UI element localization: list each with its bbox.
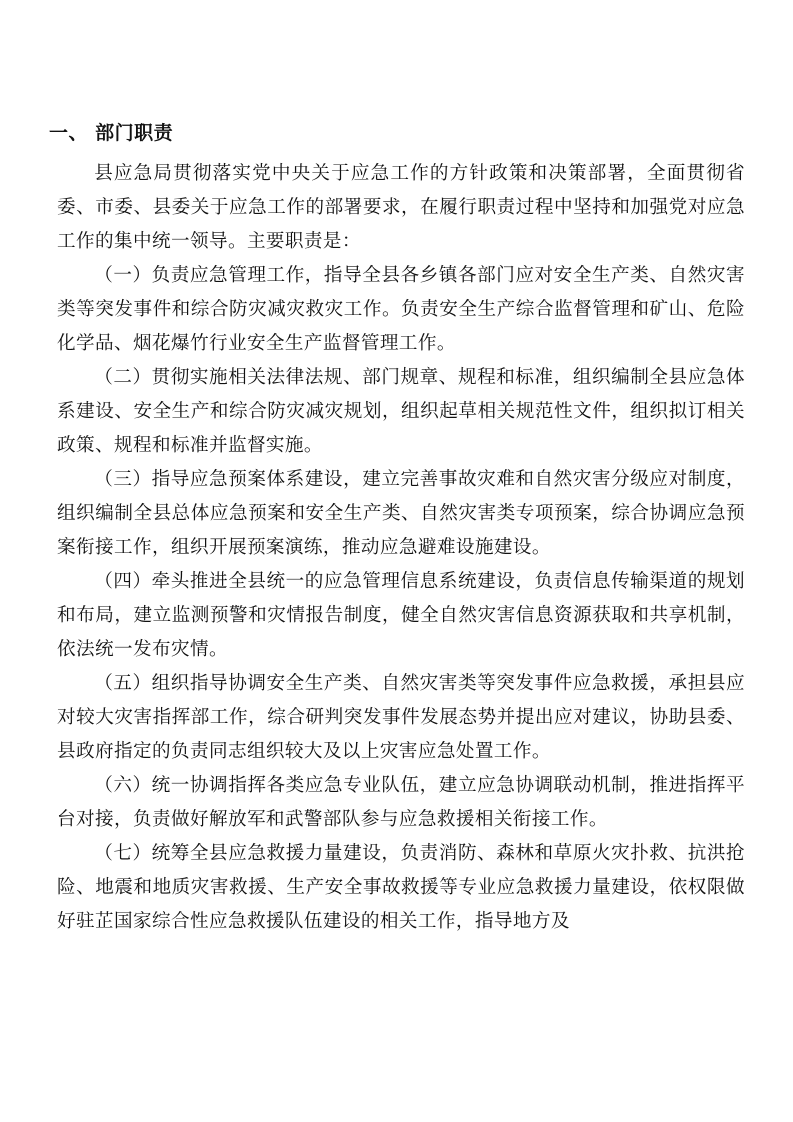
section-heading: 一、 部门职责	[49, 122, 174, 144]
paragraph-duty-7: （七）统筹全县应急救援力量建设，负责消防、森林和草原火灾扑救、抗洪抢险、地震和地质灾害救援、生产安全事故救援等专业应急救援力量建设，依权限做好驻芷国家综合性应急救援队伍建设的相关工作，指导地方及	[57, 843, 745, 932]
paragraph-duty-4: （四）牵头推进全县统一的应急管理信息系统建设，负责信息传输渠道的规划和布局，建立监测预警和灾情报告制度，健全自然灾害信息资源获取和共享机制，依法统一发布灾情。	[57, 571, 745, 660]
paragraph-duty-6: （六）统一协调指挥各类应急专业队伍，建立应急协调联动机制，推进指挥平台对接，负责做好解放军和武警部队参与应急救援相关衔接工作。	[57, 775, 745, 830]
body-text	[57, 157, 745, 939]
paragraph-duty-5: （五）组织指导协调安全生产类、自然灾害类等突发事件应急救援，承担县应对较大灾害指挥部工作，综合研判突发事件发展态势并提出应对建议，协助县委、县政府指定的负责同志组织较大及以上灾害应急处置工作。	[57, 673, 745, 762]
paragraph-duty-1: （一）负责应急管理工作，指导全县各乡镇各部门应对安全生产类、自然灾害类等突发事件和综合防灾减灾救灾工作。负责安全生产综合监督管理和矿山、危险化学品、烟花爆竹行业安全生产监督管理工作。	[57, 265, 745, 354]
paragraph-intro: 县应急局贯彻落实党中央关于应急工作的方针政策和决策部署，全面贯彻省委、市委、县委关于应急工作的部署要求，在履行职责过程中坚持和加强党对应急工作的集中统一领导。主要职责是：	[57, 163, 745, 252]
paragraph-duty-2: （二）贯彻实施相关法律法规、部门规章、规程和标准，组织编制全县应急体系建设、安全生产和综合防灾减灾规划，组织起草相关规范性文件，组织拟订相关政策、规程和标准并监督实施。	[57, 367, 745, 456]
paragraph-duty-3: （三）指导应急预案体系建设，建立完善事故灾难和自然灾害分级应对制度，组织编制全县总体应急预案和安全生产类、自然灾害类专项预案，综合协调应急预案衔接工作，组织开展预案演练，推动应急避难设施建设。	[57, 469, 745, 558]
